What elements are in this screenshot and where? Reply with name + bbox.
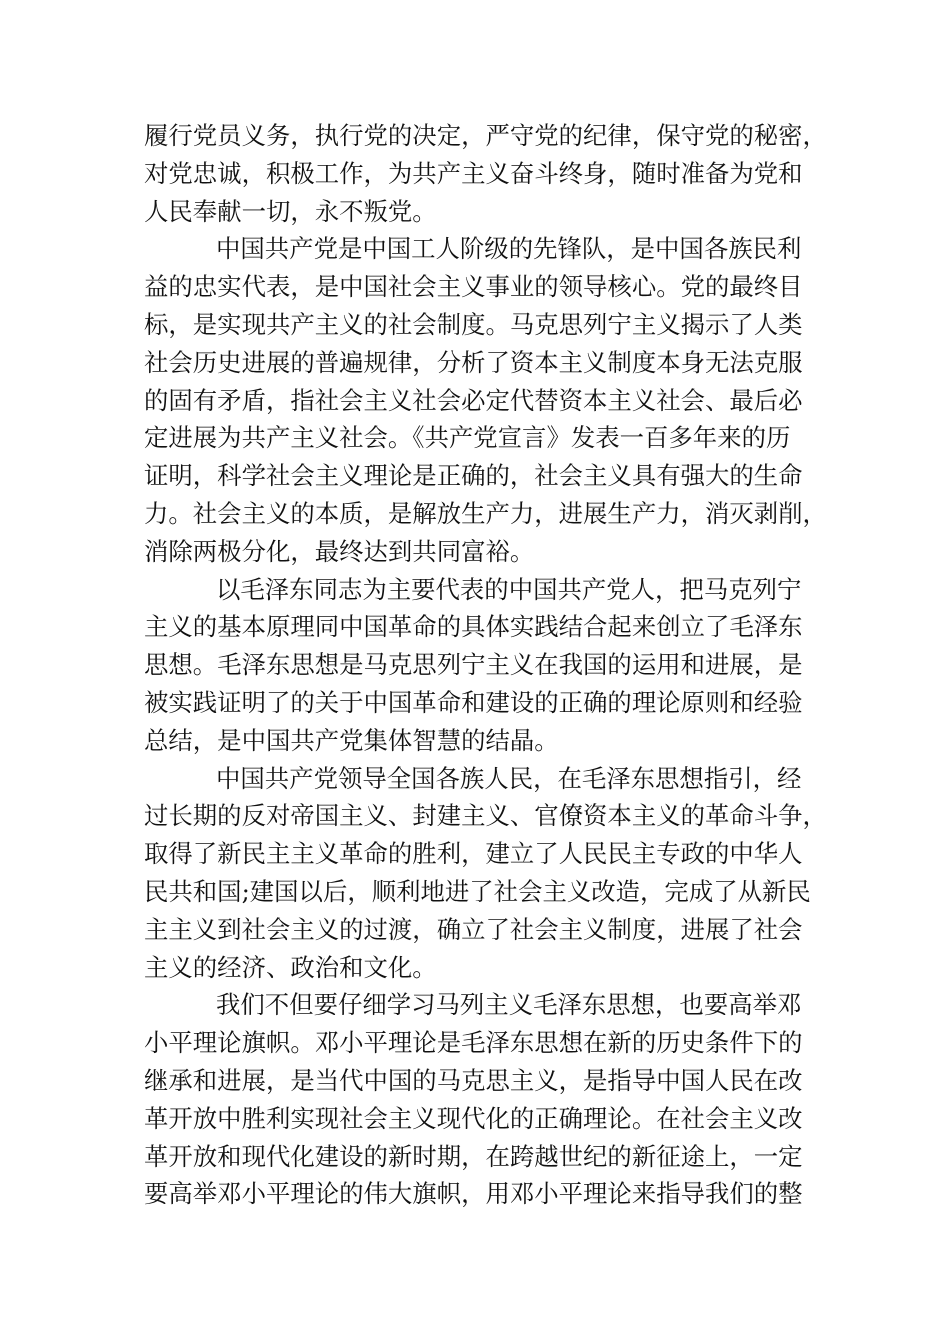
text-line: 主义的基本原理同中国革命的具体实践结合起来创立了毛泽东 — [144, 612, 803, 642]
text-line: 履行党员义务，执行党的决定，严守党的纪律，保守党的秘密， — [144, 121, 827, 150]
text-line: 证明，科学社会主义理论是正确的，社会主义具有强大的生命 — [144, 461, 803, 491]
text-line: 取得了新民主主义革命的胜利，建立了人民民主专政的中华人 — [144, 839, 803, 869]
text-line: 总结，是中国共产党集体智慧的结晶。 — [144, 725, 559, 755]
text-line: 民共和国;建国以后，顺利地进了社会主义改造，完成了从新民 — [144, 876, 811, 906]
text-line: 定进展为共产主义社会。《共产党宣言》发表一百多年来的历 — [144, 423, 791, 453]
paragraph-first-line: 以毛泽东同志为主要代表的中国共产党人，把马克列宁 — [216, 574, 802, 604]
text-line: 对党忠诚，积极工作，为共产主义奋斗终身，随时准备为党和 — [144, 158, 803, 188]
text-line: 社会历史进展的普遍规律，分析了资本主义制度本身无法克服 — [144, 347, 803, 377]
text-line: 益的忠实代表，是中国社会主义事业的领导核心。党的最终目 — [144, 272, 803, 302]
text-line: 革开放和现代化建设的新时期，在跨越世纪的新征途上，一定 — [144, 1141, 803, 1171]
text-line: 主主义到社会主义的过渡，确立了社会主义制度，进展了社会 — [144, 914, 803, 944]
text-line: 革开放中胜利实现社会主义现代化的正确理论。在社会主义改 — [144, 1103, 803, 1133]
text-line: 继承和进展，是当代中国的马克思主义，是指导中国人民在改 — [144, 1065, 803, 1095]
text-line: 要高举邓小平理论的伟大旗帜，用邓小平理论来指导我们的整 — [144, 1179, 803, 1209]
text-line: 的固有矛盾，指社会主义社会必定代替资本主义社会、最后必 — [144, 385, 803, 415]
text-line: 力。社会主义的本质，是解放生产力，进展生产力，消灭剥削， — [144, 498, 827, 528]
paragraph-first-line: 中国共产党是中国工人阶级的先锋队，是中国各族民利 — [216, 234, 802, 264]
text-line: 消除两极分化，最终达到共同富裕。 — [144, 536, 535, 566]
text-line: 小平理论旗帜。邓小平理论是毛泽东思想在新的历史条件下的 — [144, 1028, 803, 1058]
text-line: 标，是实现共产主义的社会制度。马克思列宁主义揭示了人类 — [144, 309, 803, 339]
text-line: 思想。毛泽东思想是马克思列宁主义在我国的运用和进展，是 — [144, 650, 803, 680]
paragraph-first-line: 中国共产党领导全国各族人民，在毛泽东思想指引，经 — [216, 763, 802, 793]
text-line: 人民奉献一切，永不叛党。 — [144, 196, 437, 226]
paragraph-first-line: 我们不但要仔细学习马列主义毛泽东思想，也要高举邓 — [216, 990, 802, 1020]
body-text — [144, 117, 827, 1213]
text-line: 被实践证明了的关于中国革命和建设的正确的理论原则和经验 — [144, 687, 803, 717]
text-line: 过长期的反对帝国主义、封建主义、官僚资本主义的革命斗争， — [144, 801, 827, 831]
text-line: 主义的经济、政治和文化。 — [144, 952, 437, 982]
